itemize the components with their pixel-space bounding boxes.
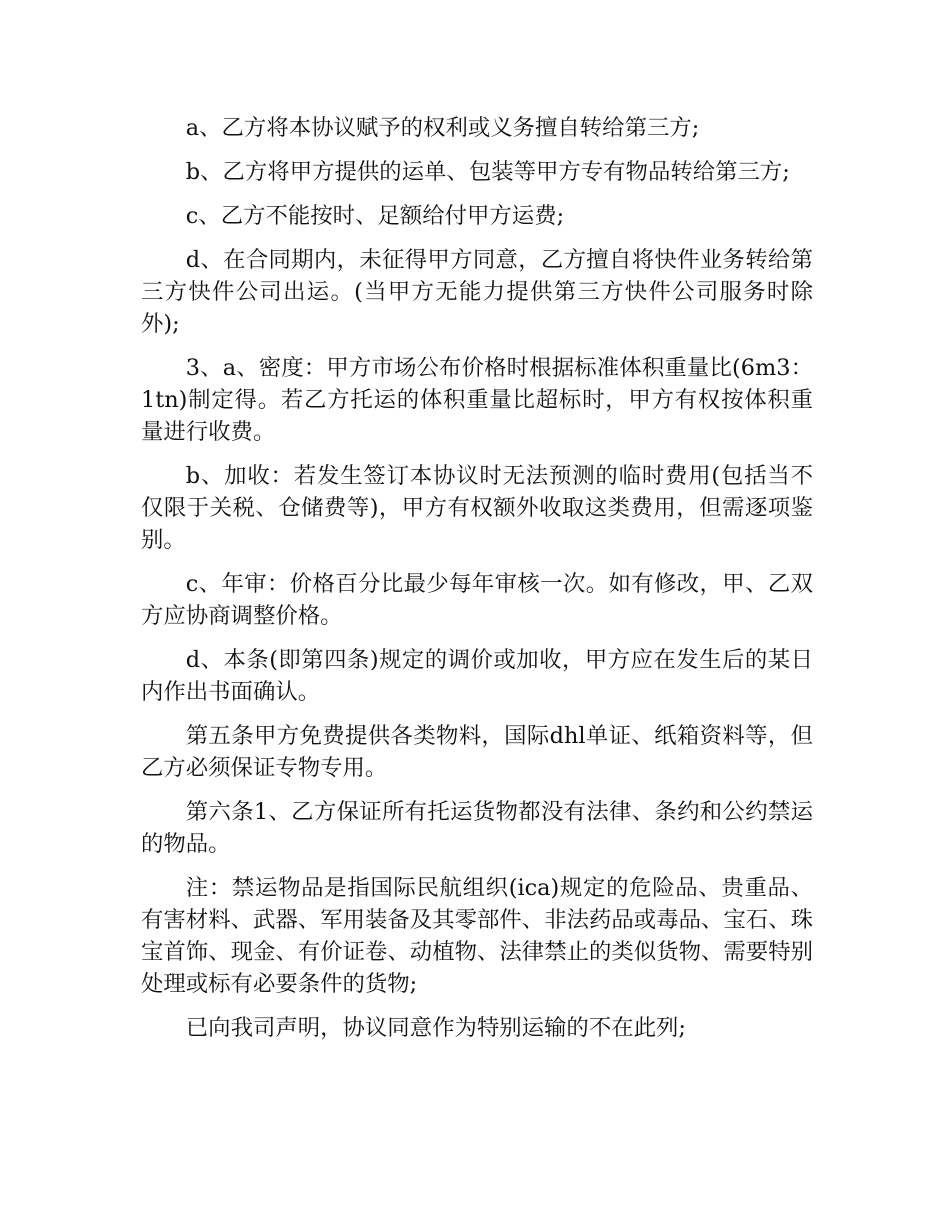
paragraph-annual-review: c、年审：价格百分比最少每年审核一次。如有修改，甲、乙双方应协商调整价格。 [141, 571, 813, 629]
paragraph-note-prohibited: 注：禁运物品是指国际民航组织(ica)规定的危险品、贵重品、有害材料、武器、军用装备及其零部件、非法药品或毒品、宝石、珠宝首饰、现金、有价证卷、动植物、法律禁止的类似货物、需要特别处理或标有必要条件的货物; [141, 875, 813, 997]
paragraph-article-five: 第五条甲方免费提供各类物料，国际dhl单证、纸箱资料等，但乙方必须保证专物专用。 [141, 723, 813, 781]
paragraph-clause-a: a、乙方将本协议赋予的权利或义务擅自转给第三方; [185, 115, 700, 141]
paragraph-article-six: 第六条1、乙方保证所有托运货物都没有法律、条约和公约禁运的物品。 [141, 799, 813, 857]
paragraph-confirmation: d、本条(即第四条)规定的调价或加收，甲方应在发生后的某日内作出书面确认。 [141, 647, 813, 705]
paragraph-declared-exception: 已向我司声明，协议同意作为特别运输的不在此列; [185, 1015, 686, 1041]
paragraph-surcharge: b、加收：若发生签订本协议时无法预测的临时费用(包括当不仅限于关税、仓储费等)，甲方有权额外收取这类费用，但需逐项鉴别。 [141, 463, 813, 553]
paragraph-density: 3、a、密度：甲方市场公布价格时根据标准体积重量比(6m3：1tn)制定得。若乙方托运的体积重量比超标时，甲方有权按体积重量进行收费。 [141, 355, 813, 445]
paragraph-clause-d: d、在合同期内，未征得甲方同意，乙方擅自将快件业务转给第三方快件公司出运。(当甲方无能力提供第三方快件公司服务时除外); [141, 247, 813, 337]
paragraph-clause-b: b、乙方将甲方提供的运单、包装等甲方专有物品转给第三方; [185, 159, 790, 185]
paragraph-clause-c: c、乙方不能按时、足额给付甲方运费; [185, 203, 565, 229]
document-body [141, 112, 813, 1056]
